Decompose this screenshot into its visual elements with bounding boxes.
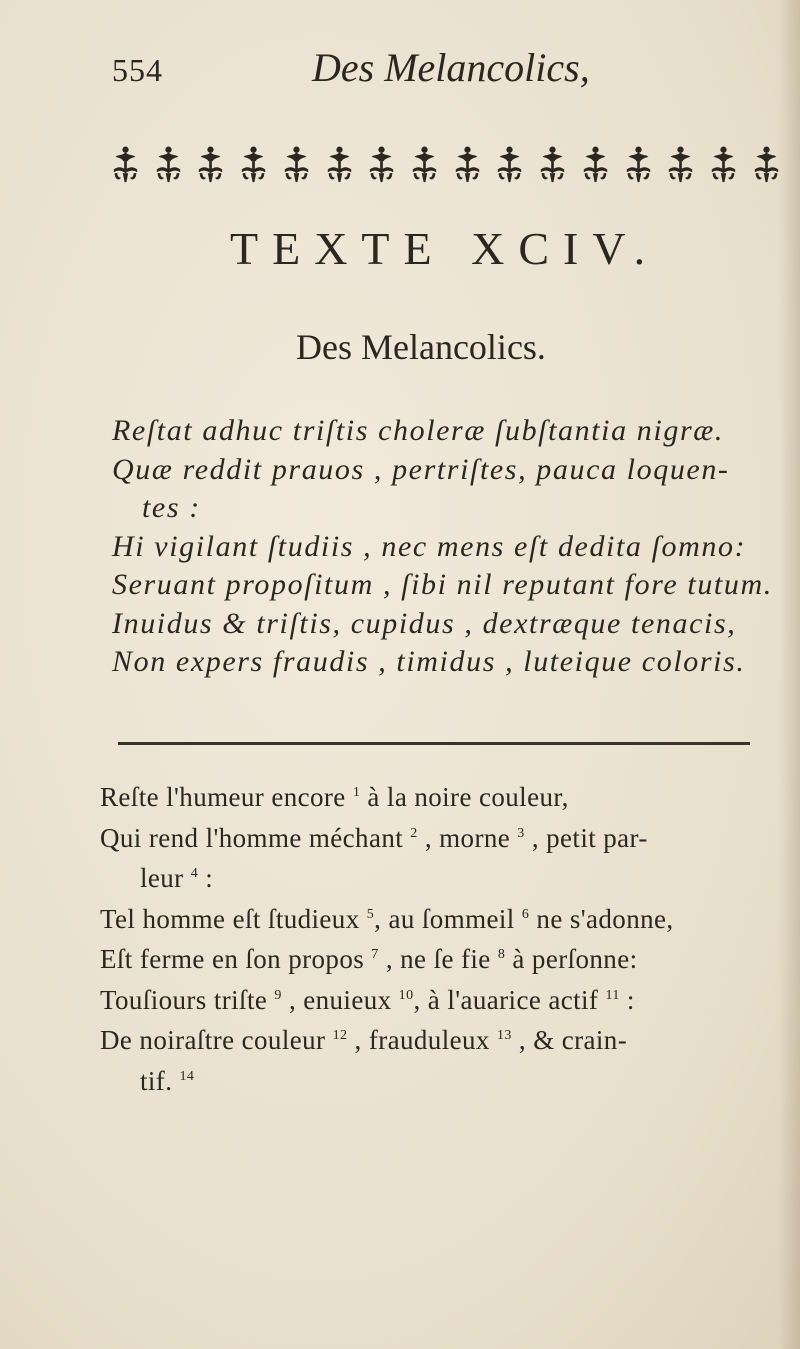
footnote-marker: 1 (352, 785, 361, 800)
verse-text: , à l'auarice actif (413, 984, 606, 1015)
verse-text: , & crain- (511, 1025, 628, 1055)
french-verse-line (100, 978, 790, 1019)
french-verse-line (100, 937, 790, 978)
verse-text: : (619, 984, 635, 1015)
fleuron-ornament-icon (283, 145, 310, 185)
latin-verse-line: Inuidus & triſtis, cupidus , dextræque tenacis, (112, 606, 737, 640)
verse-text: Touſiours triſte (100, 984, 275, 1015)
fleuron-ornament-icon (582, 145, 609, 185)
fleuron-ornament-icon (539, 145, 566, 185)
latin-verse-line: Quæ reddit prauos , pertriſtes, pauca loquen- (112, 452, 730, 486)
fleuron-ornament-icon (496, 145, 523, 185)
footnote-marker: 2 (410, 825, 418, 841)
latin-verse-line: Seruant propoſitum , ſibi nil reputant fore tutum. (112, 568, 773, 601)
french-verse-line (100, 775, 790, 816)
latin-verse (112, 412, 792, 682)
verse-text: De noiraſtre couleur (100, 1025, 333, 1055)
fleuron-ornament-icon (753, 145, 780, 185)
fleuron-ornament-icon (368, 145, 395, 185)
verse-text: ne s'adonne, (529, 903, 674, 934)
fleuron-ornament-icon (411, 145, 438, 185)
fleuron-ornament-icon (454, 145, 481, 185)
verse-text: , morne (417, 822, 518, 853)
latin-verse-line: Non expers fraudis , timidus , luteique coloris. (112, 645, 746, 678)
fleuron-ornament-icon (625, 145, 652, 185)
french-verse-line (100, 897, 790, 938)
verse-text: , au ſommeil (374, 903, 522, 934)
verse-text: Eſt ferme en ſon propos (100, 944, 372, 974)
footnote-marker: 9 (274, 987, 282, 1003)
footnote-marker: 14 (179, 1068, 195, 1084)
footnote-marker: 7 (371, 947, 379, 962)
fleuron-ornament-icon (240, 145, 267, 185)
fleuron-ornament-icon (155, 145, 182, 185)
latin-verse-line: tes : (142, 491, 201, 524)
french-verse-line (100, 816, 790, 857)
verse-text: Tel homme eſt ſtudieux (100, 903, 367, 934)
footnote-marker: 4 (190, 866, 199, 881)
footnote-marker: 8 (497, 947, 506, 962)
verse-text: , ne ſe fie (378, 944, 498, 974)
section-subheading: Des Melancolics. (296, 327, 546, 367)
latin-verse-line: Reſtat adhuc triſtis choleræ ſubſtantia nigræ. (112, 414, 724, 447)
french-verse (100, 775, 790, 1099)
verse-text: leur (140, 863, 191, 893)
footnote-marker: 12 (332, 1028, 348, 1043)
verse-text: , petit par- (524, 822, 648, 853)
verse-text: , enuieux (281, 984, 399, 1015)
footnote-marker: 11 (605, 987, 620, 1003)
section-heading-text: TEXTE XCIV. (230, 223, 660, 274)
verse-text: à perſonne: (505, 944, 638, 974)
footnote-marker: 13 (496, 1028, 512, 1043)
fleuron-ornament-icon (197, 145, 224, 185)
fleuron-ornament-icon (710, 145, 737, 185)
verse-text: , frauduleux (347, 1025, 497, 1055)
footnote-marker: 5 (366, 906, 375, 922)
verse-text: : (198, 863, 214, 893)
french-verse-line (100, 1059, 790, 1100)
verse-text: Qui rend l'homme méchant (100, 822, 411, 853)
footnote-marker: 6 (521, 906, 530, 922)
verse-text: à la noire couleur, (360, 782, 569, 812)
verse-text: Reſte l'humeur encore (100, 782, 353, 812)
fleuron-ornament-band (112, 140, 780, 190)
latin-verse-line: Hi vigilant ſtudiis , nec mens eſt dedita ſomno: (112, 529, 747, 563)
divider-rule (118, 742, 750, 745)
fleuron-ornament-icon (667, 145, 694, 185)
running-title: Des Melancolics, (312, 45, 590, 90)
verse-text: tif. (140, 1065, 180, 1096)
french-verse-line (100, 1018, 790, 1059)
fleuron-ornament-icon (326, 145, 353, 185)
footnote-marker: 3 (517, 825, 525, 841)
running-head (0, 44, 800, 94)
fleuron-ornament-icon (112, 145, 139, 185)
footnote-marker: 10 (398, 987, 414, 1003)
french-verse-line (100, 856, 790, 897)
page-number: 554 (112, 52, 163, 88)
